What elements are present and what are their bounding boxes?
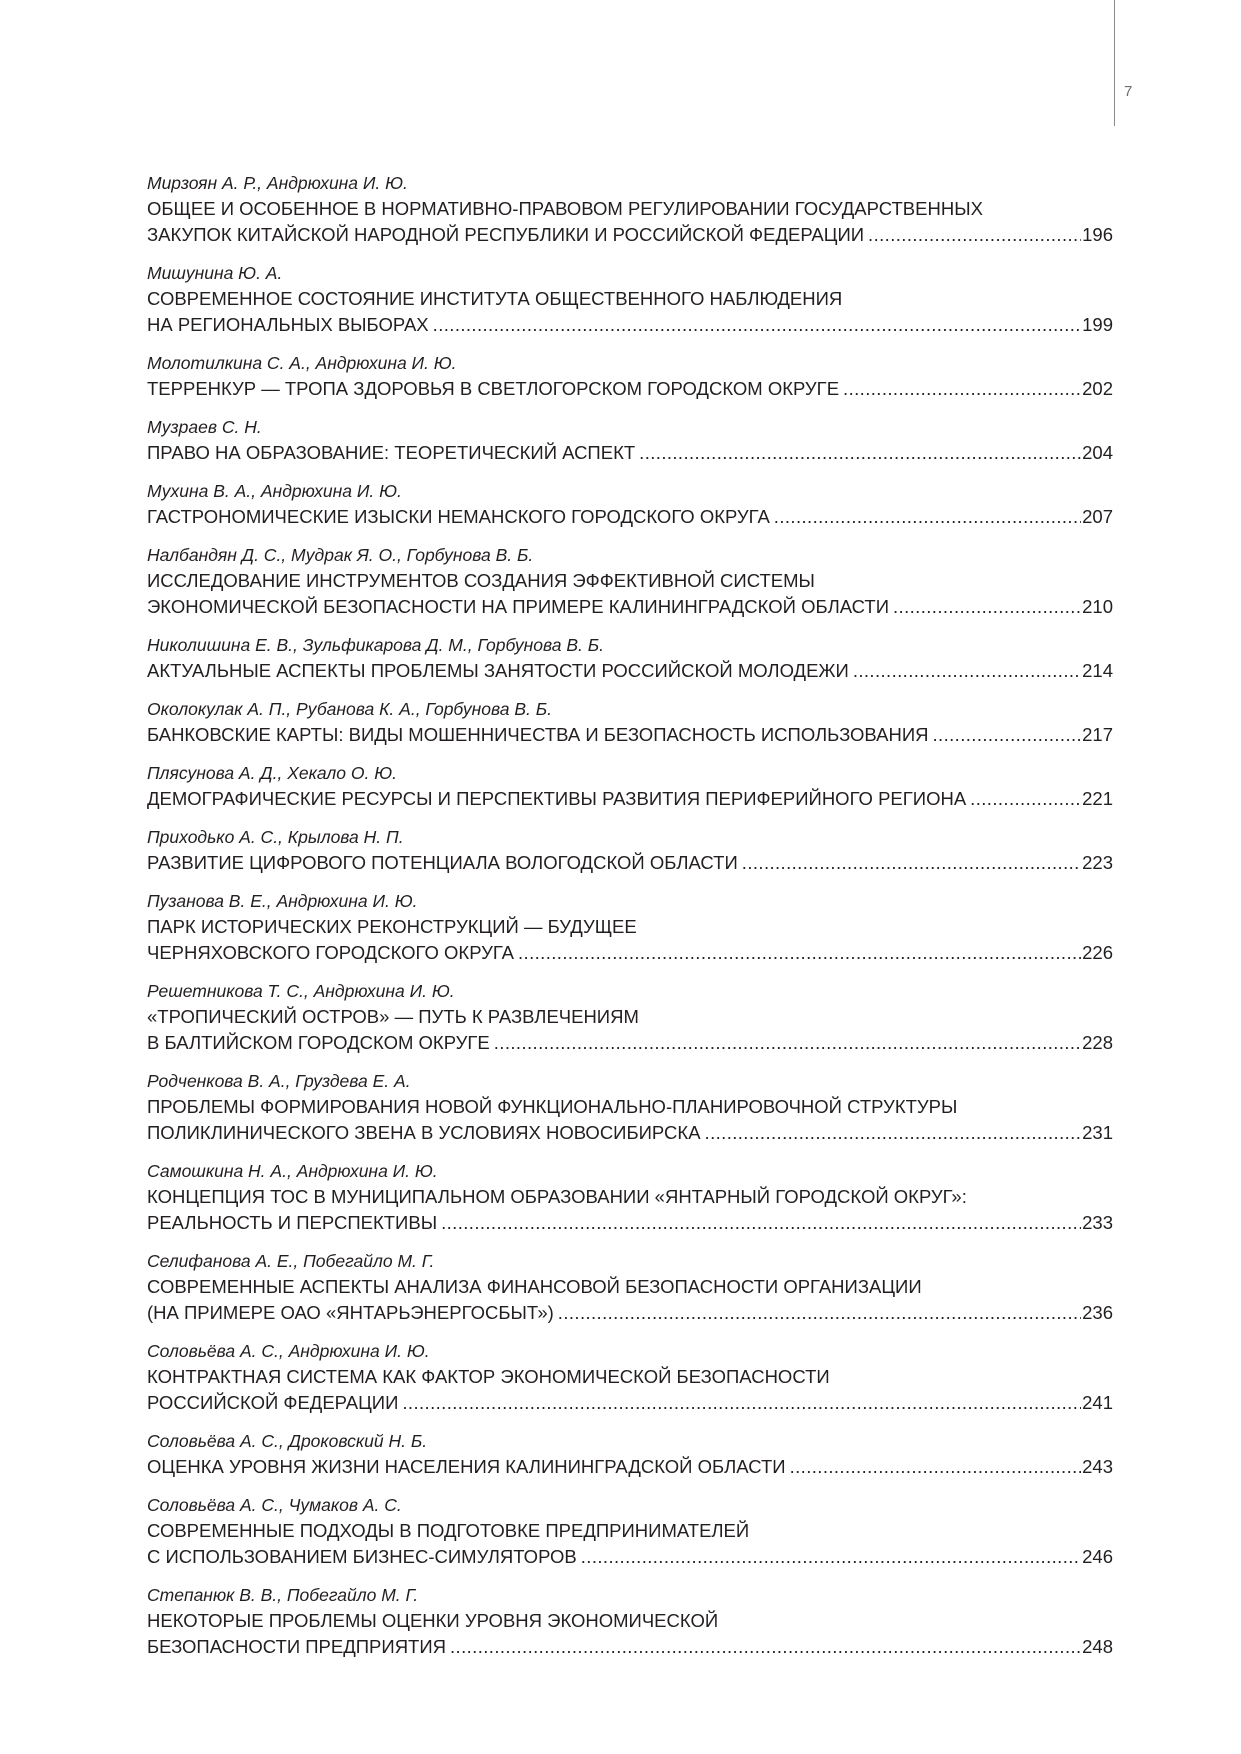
toc-entry-title-line: ГАСТРОНОМИЧЕСКИЕ ИЗЫСКИ НЕМАНСКОГО ГОРОДСКОГО ОКРУГА (147, 506, 770, 527)
toc-entry-page-number: 217 (1082, 724, 1113, 745)
dot-leader (790, 1454, 1082, 1480)
dot-leader (433, 312, 1081, 338)
dot-leader (494, 1030, 1081, 1056)
toc-entry-title-line: КОНЦЕПЦИЯ ТОС В МУНИЦИПАЛЬНОМ ОБРАЗОВАНИИ «ЯНТАРНЫЙ ГОРОДСКОЙ ОКРУГ»: (147, 1186, 967, 1207)
toc-entry-authors: Родченкова В. А., Груздева Е. А. (147, 1071, 411, 1091)
toc-entry-last-line (147, 1390, 1113, 1416)
toc-entry-last-line (147, 658, 1113, 684)
toc-entry (147, 978, 1113, 1056)
table-of-contents (147, 170, 1113, 1672)
dot-leader (639, 440, 1081, 466)
toc-entry-title-line: «ТРОПИЧЕСКИЙ ОСТРОВ» — ПУТЬ К РАЗВЛЕЧЕНИЯМ (147, 1006, 639, 1027)
toc-entry-authors: Соловьёва А. С., Чумаков А. С. (147, 1495, 402, 1515)
dot-leader (843, 376, 1081, 402)
toc-entry-authors: Самошкина Н. А., Андрюхина И. Ю. (147, 1161, 438, 1181)
toc-entry-page-number: 207 (1082, 506, 1113, 527)
toc-entry (147, 1158, 1113, 1236)
toc-entry (147, 1068, 1113, 1146)
toc-entry (147, 478, 1113, 530)
toc-entry-authors: Мирзоян А. Р., Андрюхина И. Ю. (147, 173, 408, 193)
toc-entry-title-line: КОНТРАКТНАЯ СИСТЕМА КАК ФАКТОР ЭКОНОМИЧЕСКОЙ БЕЗОПАСНОСТИ (147, 1366, 830, 1387)
toc-entry-page-number: 199 (1082, 314, 1113, 335)
toc-entry-last-line (147, 1120, 1113, 1146)
toc-entry (147, 350, 1113, 402)
toc-entry-last-line (147, 1210, 1113, 1236)
toc-entry-page-number: 221 (1082, 788, 1113, 809)
dot-leader (774, 504, 1081, 530)
toc-entry-authors: Степанюк В. В., Побегайло М. Г. (147, 1585, 419, 1605)
dot-leader (450, 1634, 1081, 1660)
toc-entry-page-number: 236 (1082, 1302, 1113, 1323)
toc-entry-title-line: ЧЕРНЯХОВСКОГО ГОРОДСКОГО ОКРУГА (147, 942, 515, 963)
toc-entry-title-line: СОВРЕМЕННЫЕ АСПЕКТЫ АНАЛИЗА ФИНАНСОВОЙ БЕЗОПАСНОСТИ ОРГАНИЗАЦИИ (147, 1276, 922, 1297)
toc-entry-title-line: БЕЗОПАСНОСТИ ПРЕДПРИЯТИЯ (147, 1636, 447, 1657)
toc-entry-page-number: 248 (1082, 1636, 1113, 1657)
toc-entry-title-line: СОВРЕМЕННОЕ СОСТОЯНИЕ ИНСТИТУТА ОБЩЕСТВЕННОГО НАБЛЮДЕНИЯ (147, 288, 843, 309)
toc-entry-title-line: ТЕРРЕНКУР — ТРОПА ЗДОРОВЬЯ В СВЕТЛОГОРСКОМ ГОРОДСКОМ ОКРУГЕ (147, 378, 840, 399)
toc-entry-title-line: С ИСПОЛЬЗОВАНИЕМ БИЗНЕС-СИМУЛЯТОРОВ (147, 1546, 577, 1567)
toc-entry-title-line: БАНКОВСКИЕ КАРТЫ: ВИДЫ МОШЕННИЧЕСТВА И БЕЗОПАСНОСТЬ ИСПОЛЬЗОВАНИЯ (147, 724, 929, 745)
toc-entry (147, 1582, 1113, 1660)
toc-entry-title-line: ПРАВО НА ОБРАЗОВАНИЕ: ТЕОРЕТИЧЕСКИЙ АСПЕКТ (147, 442, 636, 463)
toc-entry-title-line: ПАРК ИСТОРИЧЕСКИХ РЕКОНСТРУКЦИЙ — БУДУЩЕЕ (147, 916, 637, 937)
dot-leader (868, 222, 1081, 248)
toc-entry-last-line (147, 940, 1113, 966)
toc-entry-page-number: 196 (1082, 224, 1113, 245)
toc-entry (147, 1428, 1113, 1480)
toc-entry-last-line (147, 1634, 1113, 1660)
dot-leader (853, 658, 1081, 684)
toc-entry-page-number: 226 (1082, 942, 1113, 963)
toc-entry-authors: Селифанова А. Е., Побегайло М. Г. (147, 1251, 435, 1271)
toc-entry-title-line: ОБЩЕЕ И ОСОБЕННОЕ В НОРМАТИВНО-ПРАВОВОМ РЕГУЛИРОВАНИИ ГОСУДАРСТВЕННЫХ (147, 198, 983, 219)
page-number: 7 (1124, 83, 1133, 100)
toc-entry-last-line (147, 594, 1113, 620)
toc-entry-page-number: 214 (1082, 660, 1113, 681)
toc-entry-page-number: 233 (1082, 1212, 1113, 1233)
toc-entry-authors: Плясунова А. Д., Хекало О. Ю. (147, 763, 397, 783)
toc-entry-title-line: ДЕМОГРАФИЧЕСКИЕ РЕСУРСЫ И ПЕРСПЕКТИВЫ РАЗВИТИЯ ПЕРИФЕРИЙНОГО РЕГИОНА (147, 788, 967, 809)
toc-entry-last-line (147, 312, 1113, 338)
dot-leader (518, 940, 1081, 966)
toc-entry (147, 760, 1113, 812)
toc-entry (147, 888, 1113, 966)
toc-entry-page-number: 204 (1082, 442, 1113, 463)
toc-entry-title-line: НЕКОТОРЫЕ ПРОБЛЕМЫ ОЦЕНКИ УРОВНЯ ЭКОНОМИЧЕСКОЙ (147, 1610, 719, 1631)
dot-leader (581, 1544, 1081, 1570)
toc-entry (147, 632, 1113, 684)
toc-entry (147, 1248, 1113, 1326)
toc-entry-authors: Приходько А. С., Крылова Н. П. (147, 827, 404, 847)
toc-entry-authors: Решетникова Т. С., Андрюхина И. Ю. (147, 981, 455, 1001)
dot-leader (558, 1300, 1081, 1326)
toc-entry-last-line (147, 1544, 1113, 1570)
toc-entry-title-line: ЗАКУПОК КИТАЙСКОЙ НАРОДНОЙ РЕСПУБЛИКИ И РОССИЙСКОЙ ФЕДЕРАЦИИ (147, 224, 865, 245)
toc-entry-title-line: ОЦЕНКА УРОВНЯ ЖИЗНИ НАСЕЛЕНИЯ КАЛИНИНГРАДСКОЙ ОБЛАСТИ (147, 1456, 786, 1477)
toc-entry (147, 414, 1113, 466)
dot-leader (933, 722, 1082, 748)
dot-leader (402, 1390, 1081, 1416)
toc-entry-title-line: СОВРЕМЕННЫЕ ПОДХОДЫ В ПОДГОТОВКЕ ПРЕДПРИНИМАТЕЛЕЙ (147, 1520, 750, 1541)
toc-entry (147, 260, 1113, 338)
toc-entry (147, 1492, 1113, 1570)
toc-entry-title-line: В БАЛТИЙСКОМ ГОРОДСКОМ ОКРУГЕ (147, 1032, 490, 1053)
toc-entry-title-line: ПОЛИКЛИНИЧЕСКОГО ЗВЕНА В УСЛОВИЯХ НОВОСИБИРСКА (147, 1122, 701, 1143)
toc-entry-last-line (147, 850, 1113, 876)
toc-entry-page-number: 231 (1082, 1122, 1113, 1143)
toc-entry (147, 542, 1113, 620)
toc-entry-page-number: 223 (1082, 852, 1113, 873)
toc-entry-page-number: 246 (1082, 1546, 1113, 1567)
toc-entry-title-line: ЭКОНОМИЧЕСКОЙ БЕЗОПАСНОСТИ НА ПРИМЕРЕ КАЛИНИНГРАДСКОЙ ОБЛАСТИ (147, 596, 890, 617)
toc-entry-last-line (147, 786, 1113, 812)
toc-entry-title-line: ПРОБЛЕМЫ ФОРМИРОВАНИЯ НОВОЙ ФУНКЦИОНАЛЬНО-ПЛАНИРОВОЧНОЙ СТРУКТУРЫ (147, 1096, 958, 1117)
toc-entry-page-number: 228 (1082, 1032, 1113, 1053)
toc-entry-authors: Мишунина Ю. А. (147, 263, 283, 283)
toc-entry-authors: Налбандян Д. С., Мудрак Я. О., Горбунова В. Б. (147, 545, 534, 565)
toc-entry-page-number: 243 (1082, 1456, 1113, 1477)
page-divider-line (1114, 0, 1115, 126)
toc-entry-last-line (147, 376, 1113, 402)
toc-entry (147, 1338, 1113, 1416)
toc-entry-authors: Соловьёва А. С., Дроковский Н. Б. (147, 1431, 428, 1451)
dot-leader (893, 594, 1081, 620)
toc-entry-last-line (147, 440, 1113, 466)
toc-entry-authors: Околокулак А. П., Рубанова К. А., Горбунова В. Б. (147, 699, 552, 719)
toc-entry-last-line (147, 1454, 1113, 1480)
toc-entry-authors: Пузанова В. Е., Андрюхина И. Ю. (147, 891, 418, 911)
dot-leader (441, 1210, 1081, 1236)
toc-entry (147, 824, 1113, 876)
toc-entry-last-line (147, 722, 1113, 748)
toc-entry-page-number: 210 (1082, 596, 1113, 617)
dot-leader (705, 1120, 1082, 1146)
toc-entry-last-line (147, 1300, 1113, 1326)
toc-entry-authors: Мухина В. А., Андрюхина И. Ю. (147, 481, 402, 501)
toc-entry-last-line (147, 1030, 1113, 1056)
toc-entry-title-line: ИССЛЕДОВАНИЕ ИНСТРУМЕНТОВ СОЗДАНИЯ ЭФФЕКТИВНОЙ СИСТЕМЫ (147, 570, 815, 591)
toc-entry-last-line (147, 504, 1113, 530)
toc-entry-title-line: НА РЕГИОНАЛЬНЫХ ВЫБОРАХ (147, 314, 429, 335)
dot-leader (970, 786, 1081, 812)
toc-entry-authors: Музраев С. Н. (147, 417, 262, 437)
toc-entry-page-number: 202 (1082, 378, 1113, 399)
toc-entry-authors: Николишина Е. В., Зульфикарова Д. М., Горбунова В. Б. (147, 635, 605, 655)
toc-entry (147, 696, 1113, 748)
toc-entry-last-line (147, 222, 1113, 248)
toc-entry-authors: Соловьёва А. С., Андрюхина И. Ю. (147, 1341, 430, 1361)
toc-entry-title-line: АКТУАЛЬНЫЕ АСПЕКТЫ ПРОБЛЕМЫ ЗАНЯТОСТИ РОССИЙСКОЙ МОЛОДЕЖИ (147, 660, 849, 681)
toc-entry-title-line: РОССИЙСКОЙ ФЕДЕРАЦИИ (147, 1392, 399, 1413)
toc-entry-title-line: РАЗВИТИЕ ЦИФРОВОГО ПОТЕНЦИАЛА ВОЛОГОДСКОЙ ОБЛАСТИ (147, 852, 738, 873)
toc-entry-title-line: (НА ПРИМЕРЕ ОАО «ЯНТАРЬЭНЕРГОСБЫТ») (147, 1302, 554, 1323)
toc-entry-page-number: 241 (1082, 1392, 1113, 1413)
toc-entry-authors: Молотилкина С. А., Андрюхина И. Ю. (147, 353, 457, 373)
toc-entry-title-line: РЕАЛЬНОСТЬ И ПЕРСПЕКТИВЫ (147, 1212, 438, 1233)
toc-entry (147, 170, 1113, 248)
dot-leader (742, 850, 1081, 876)
